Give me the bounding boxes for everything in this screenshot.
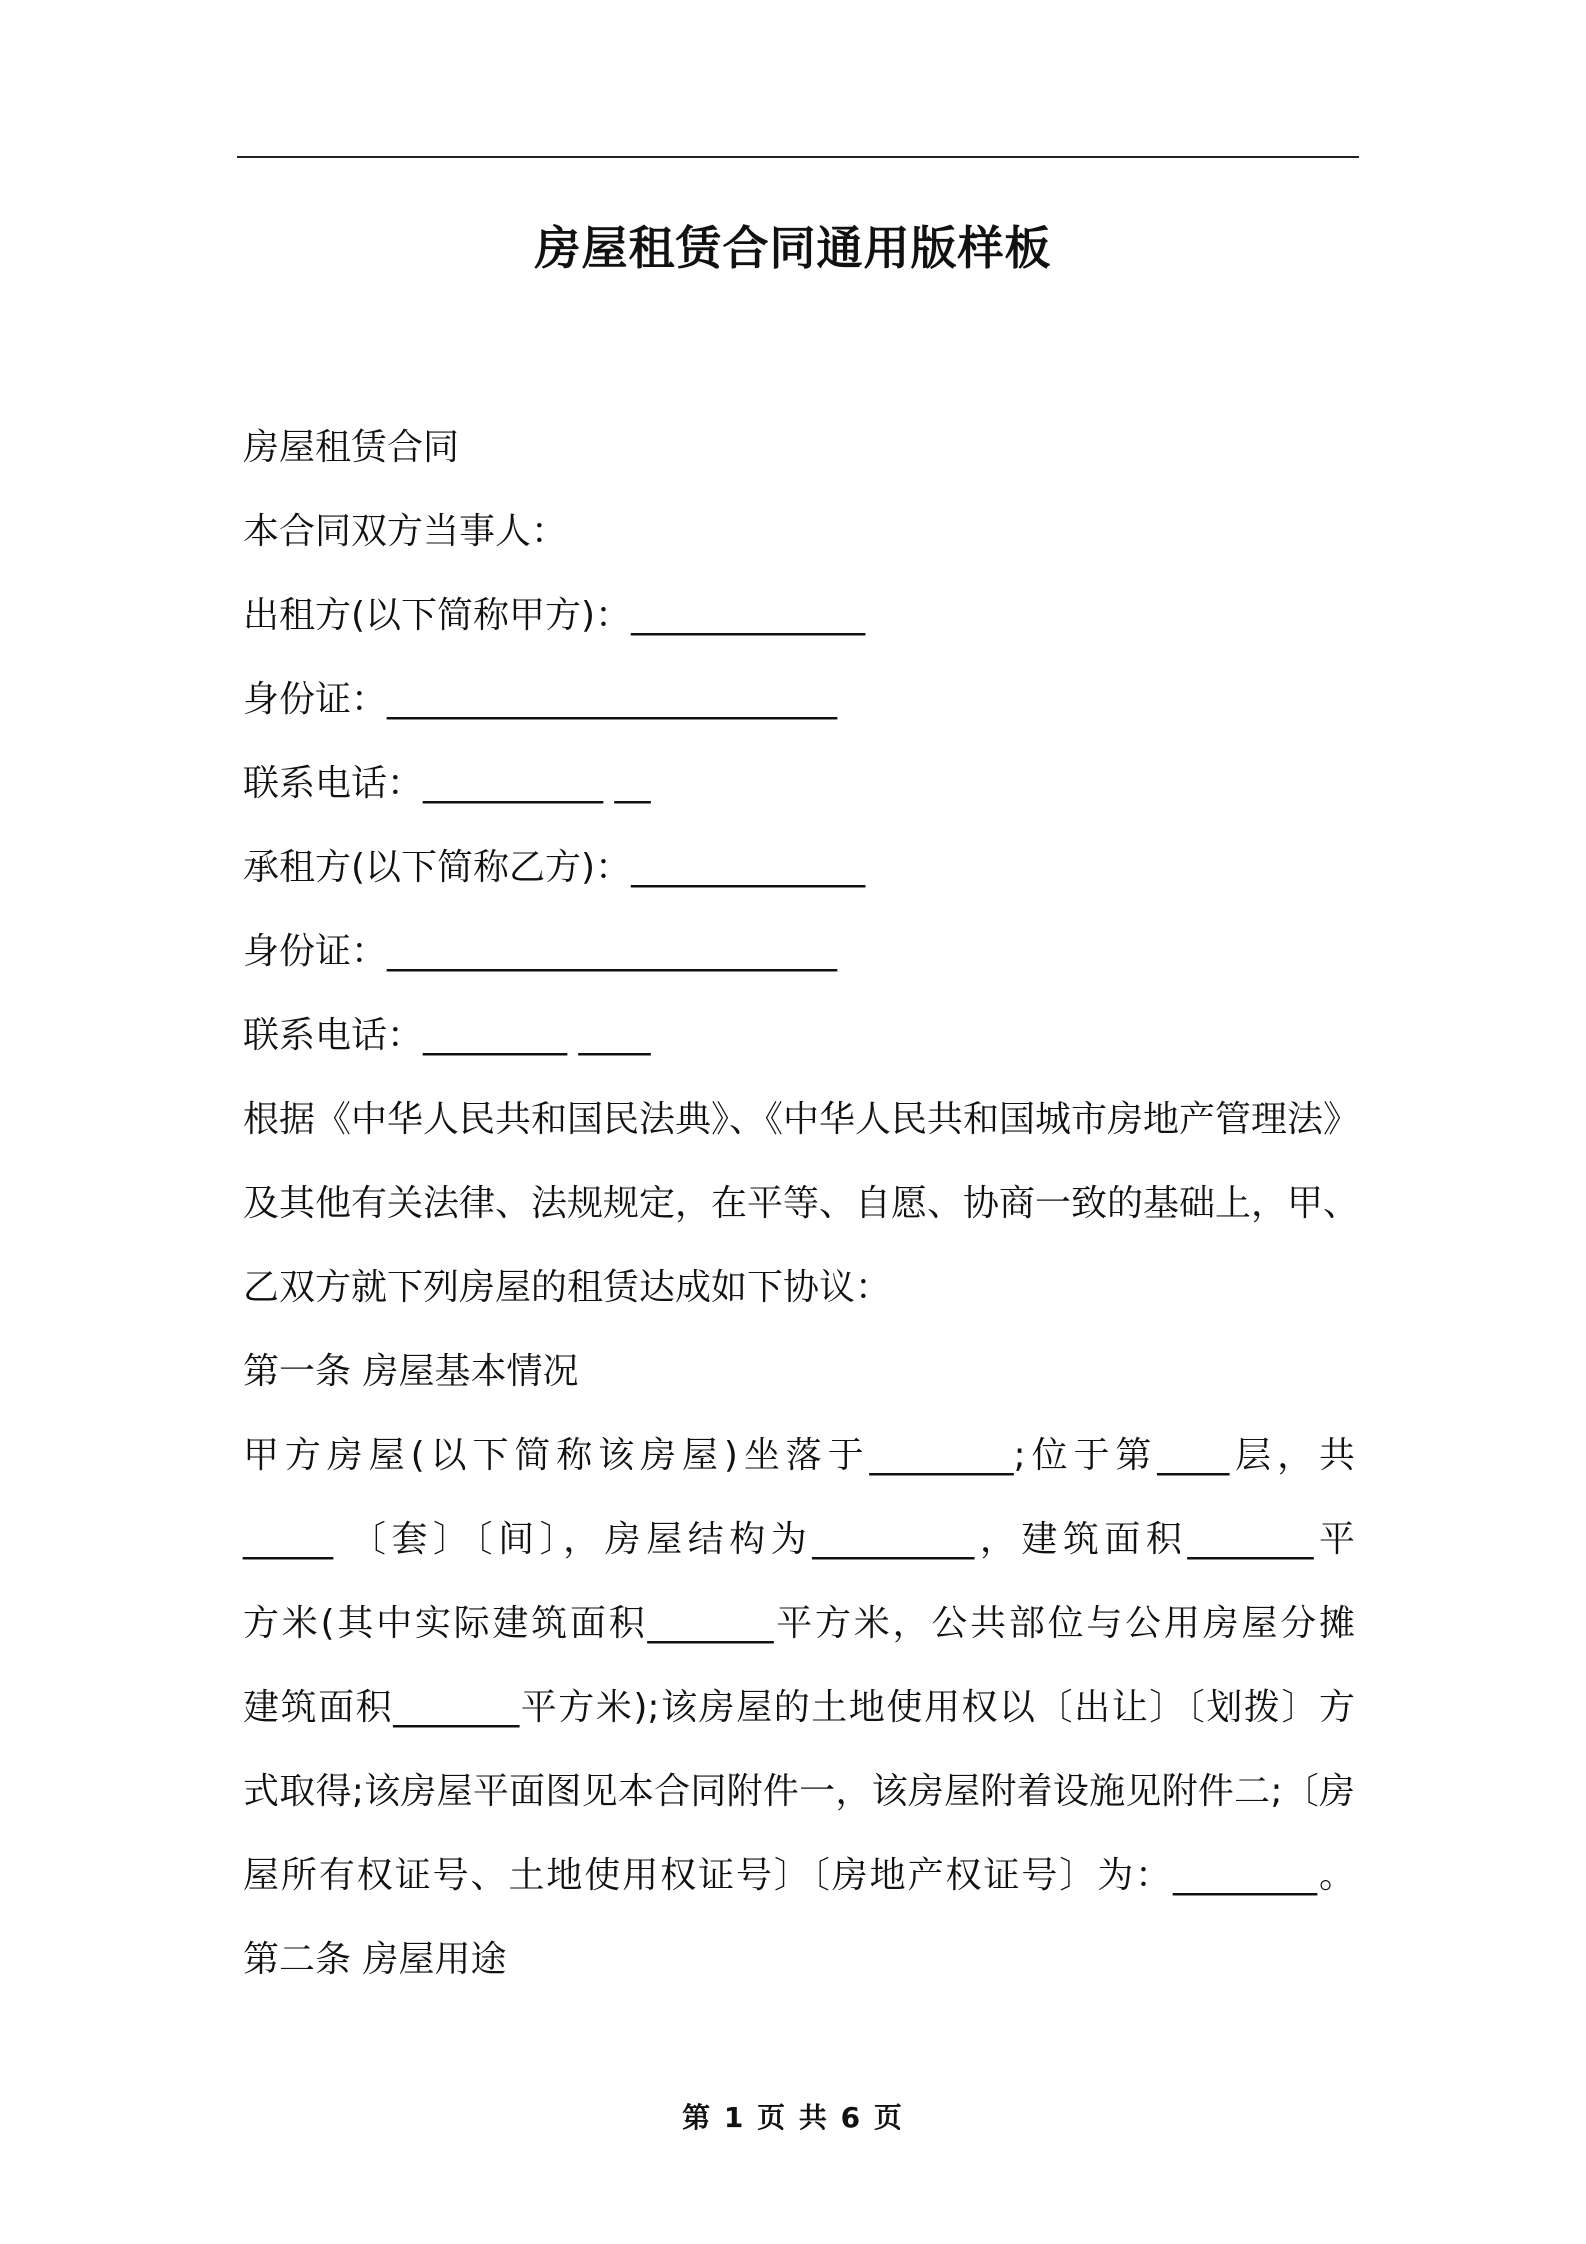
header-rule: [237, 156, 1359, 158]
article-two-heading: 第二条 房屋用途: [243, 1939, 507, 1980]
article-one-line: 屋所有权证号、土地使用权证号〕〔房地产权证号〕为：________。: [243, 1855, 1355, 1896]
document-title: 房屋租赁合同通用版样板: [534, 221, 1052, 275]
contract-body: [243, 406, 1360, 2002]
lessor-id-field: 身份证：_________________________: [243, 679, 838, 720]
preamble-line: 乙双方就下列房屋的租赁达成如下协议：: [243, 1267, 892, 1308]
page-number: 第 1 页 共 6 页: [682, 2101, 904, 2134]
article-one-line: 方米(其中实际建筑面积_______平方米，公共部位与公用房屋分摊: [243, 1603, 1355, 1644]
article-one-line: 甲方房屋(以下简称该房屋)坐落于________;位于第____层，共: [243, 1435, 1355, 1476]
article-one-line: 建筑面积_______平方米);该房屋的土地使用权以〔出让〕〔划拨〕方: [243, 1687, 1355, 1728]
article-one-line: _____ 〔套〕〔间〕，房屋结构为_________，建筑面积_______平: [243, 1519, 1355, 1560]
article-one-line: 式取得;该房屋平面图见本合同附件一，该房屋附着设施见附件二;〔房: [243, 1771, 1355, 1812]
lessee-field: 承租方(以下简称乙方)：_____________: [243, 847, 866, 888]
lessee-phone-field: 联系电话：________ ____: [243, 1015, 651, 1056]
lessor-field: 出租方(以下简称甲方)：_____________: [243, 595, 866, 636]
parties-intro: 本合同双方当事人：: [243, 511, 568, 552]
contract-heading: 房屋租赁合同: [243, 427, 460, 468]
lessor-phone-field: 联系电话：__________ __: [243, 763, 651, 804]
preamble-line: 根据《中华人民共和国民法典》、《中华人民共和国城市房地产管理法》: [243, 1099, 1360, 1140]
article-one-heading: 第一条 房屋基本情况: [243, 1351, 579, 1392]
lessee-id-field: 身份证：_________________________: [243, 931, 838, 972]
preamble-line: 及其他有关法律、法规规定，在平等、自愿、协商一致的基础上，甲、: [243, 1183, 1360, 1224]
